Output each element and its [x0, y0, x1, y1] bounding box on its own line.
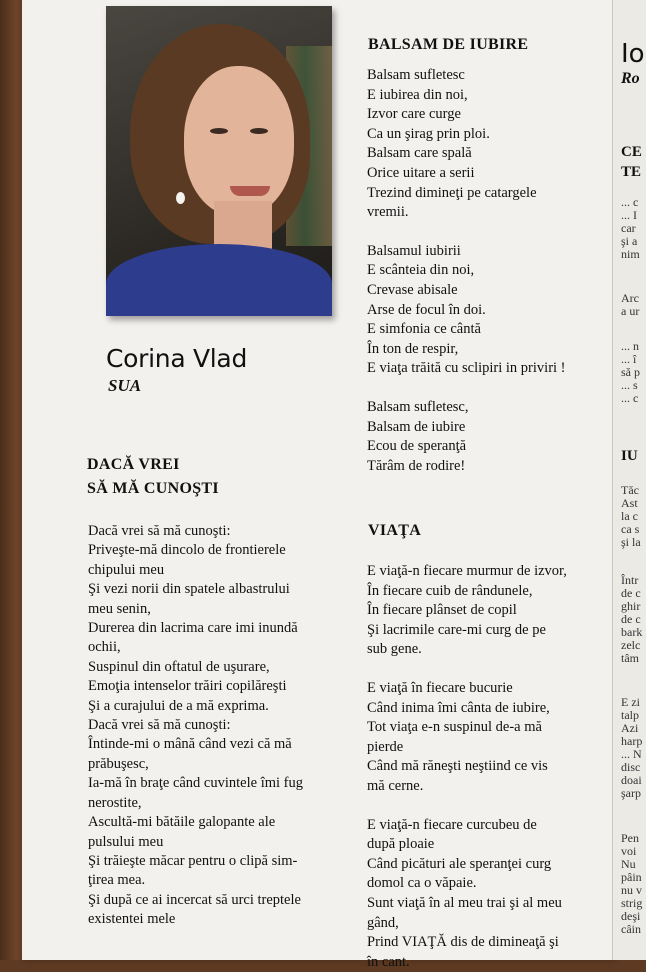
poem-line: În fiecare plânset de copil: [367, 602, 517, 619]
next-page-text-line: Pen: [621, 831, 639, 845]
next-page-text-line: să p: [621, 365, 640, 379]
next-page-text-line: talp: [621, 708, 639, 722]
next-page-edge: [612, 0, 646, 960]
poem-line: Şi lacrimile care-mi curg de pe: [367, 621, 546, 638]
next-page-section2-title: IU: [621, 448, 638, 464]
next-page-text-line: deşi: [621, 909, 641, 923]
poem-line: Balsam sufletesc,: [367, 398, 469, 415]
poem-line: după ploaie: [367, 836, 435, 853]
next-page-text-line: Azi: [621, 721, 639, 735]
poem-line: Balsam care spală: [367, 145, 472, 162]
next-page-text-line: ghir: [621, 599, 641, 613]
author-name: Corina Vlad: [106, 344, 248, 373]
poem-line: domol ca o văpaie.: [367, 875, 477, 892]
next-page-subheader: Ro: [621, 70, 640, 87]
poem-line: Şi după ce ai incercat să urci treptele: [88, 891, 301, 908]
next-page-text-line: Tăc: [621, 483, 639, 497]
author-country: SUA: [108, 376, 142, 395]
next-page-text-line: ... I: [621, 208, 637, 222]
poem-line: Suspinul din oftatul de uşurare,: [88, 658, 270, 675]
poem-line: Durerea din lacrima care imi inundă: [88, 620, 298, 637]
poem-title-daca-line1: DACĂ VREI: [87, 456, 180, 473]
next-page-text-line: nu v: [621, 883, 642, 897]
stanza-break: [367, 660, 567, 679]
poem-line: Când picături ale speranţei curg: [367, 855, 552, 872]
poem-line: chipului meu: [88, 561, 165, 578]
next-page-text-line: ... î: [621, 352, 637, 366]
poem-line: Întinde-mi o mână când vezi că mă: [88, 736, 292, 753]
stanza-break: [367, 379, 566, 398]
poem-line: Balsamul iubirii: [367, 242, 461, 259]
poem-line: Sunt viaţă în al meu trai şi al meu: [367, 894, 562, 911]
next-page-text-line: E zi: [621, 695, 640, 709]
poem-line: Şi vezi norii din spatele albastrului: [88, 581, 290, 598]
next-page-text-line: doai: [621, 773, 642, 787]
poem-line: E viaţa trăită cu sclipiri in priviri !: [367, 360, 566, 377]
poem-line: E viaţă-n fiecare curcubeu de: [367, 816, 537, 833]
poem-line: Tot viaţa e-n suspinul de-a mă: [367, 719, 542, 736]
next-page-text-line: car: [621, 221, 636, 235]
next-page-text-line: şarp: [621, 786, 641, 800]
next-page-fragment-4: [621, 484, 641, 549]
poem-line: Izvor care curge: [367, 106, 461, 123]
author-photo: [106, 6, 332, 316]
next-page-text-line: câin: [621, 922, 641, 936]
poem-line: E viaţă în fiecare bucurie: [367, 679, 513, 696]
poem-line: în cant.: [367, 953, 410, 970]
poem-line: ochii,: [88, 639, 121, 656]
next-page-fragment-6: [621, 696, 642, 800]
next-page-text-line: ... s: [621, 378, 638, 392]
poem-line: vremii.: [367, 204, 409, 221]
poem-line: Balsam de iubire: [367, 418, 466, 435]
next-page-text-line: pâin: [621, 870, 642, 884]
next-page-text-line: tâm: [621, 651, 639, 665]
poem-line: Crevase abisale: [367, 281, 458, 298]
poem-line: E iubirea din noi,: [367, 86, 468, 103]
poem-line: Şi a curajului de a mă exprima.: [88, 697, 269, 714]
next-page-text-line: CE: [621, 144, 642, 160]
next-page-text-line: ... n: [621, 339, 639, 353]
next-page-header: Io: [621, 39, 645, 69]
next-page-text-line: voi: [621, 844, 637, 858]
poem-line: Trezind dimineţi pe catargele: [367, 184, 537, 201]
poem-title-viata: VIAŢA: [368, 522, 422, 539]
next-page-text-line: TE: [621, 164, 642, 180]
poem-line: Arse de focul în doi.: [367, 301, 486, 318]
next-page-text-line: disc: [621, 760, 641, 774]
poem-line: meu senin,: [88, 600, 151, 617]
poem-line: E viaţă-n fiecare murmur de izvor,: [367, 563, 567, 579]
next-page-section1-title: [621, 142, 642, 182]
next-page-text-line: ... N: [621, 747, 642, 761]
poem-line: Dacă vrei să mă cunoşti:: [88, 523, 231, 539]
poem-line: Orice uitare a serii: [367, 164, 475, 181]
poem-line: Ascultă-mi bătăile galopante ale: [88, 814, 276, 831]
photo-mouth: [230, 186, 270, 196]
poem-line: Când mă răneşti neştiind ce vis: [367, 758, 548, 775]
next-page-fragment-3: [621, 340, 640, 405]
poem-line: prăbuşesc,: [88, 755, 149, 772]
photo-blue-shirt: [106, 244, 332, 316]
next-page-text-line: harp: [621, 734, 643, 748]
poem-line: ţirea mea.: [88, 872, 146, 889]
next-page-text-line: ... c: [621, 195, 639, 209]
stanza-break: [367, 797, 567, 816]
next-page-fragment-2: [621, 292, 639, 318]
poem-daca-body: [88, 522, 303, 930]
poem-line: Emoţia intenselor trăiri copilăreşti: [88, 678, 287, 695]
next-page-text-line: Nu: [621, 857, 636, 871]
poem-line: E scânteia din noi,: [367, 262, 475, 279]
poem-line: În fiecare cuib de rândunele,: [367, 582, 533, 599]
next-page-text-line: de c: [621, 612, 641, 626]
poem-balsam-body: [367, 66, 566, 476]
next-page-text-line: strig: [621, 896, 643, 910]
poem-line: Ca un şirag prin ploi.: [367, 125, 490, 142]
next-page-text-line: zelc: [621, 638, 641, 652]
poem-line: E simfonia ce cântă: [367, 321, 481, 338]
poem-line: Tărâm de rodire!: [367, 457, 466, 474]
poem-line: Ecou de speranţă: [367, 438, 467, 455]
poem-line: Balsam sufletesc: [367, 67, 465, 83]
next-page-text-line: Într: [621, 573, 639, 587]
poem-line: Priveşte-mă dincolo de frontierele: [88, 542, 286, 559]
poem-line: pierde: [367, 738, 404, 755]
poem-line: nerostite,: [88, 794, 142, 811]
poem-line: Ia-mă în braţe când cuvintele îmi fug: [88, 775, 303, 792]
next-page-text-line: de c: [621, 586, 641, 600]
next-page-fragment-1: [621, 196, 640, 261]
next-page-text-line: ... c: [621, 391, 639, 405]
poem-viata-body: [367, 562, 567, 972]
poem-line: gând,: [367, 914, 399, 931]
book-page: [22, 0, 614, 970]
stanza-break: [367, 223, 566, 242]
next-page-text-line: Arc: [621, 291, 639, 305]
next-page-text-line: bark: [621, 625, 643, 639]
poem-line: existentei mele: [88, 911, 176, 928]
poem-line: sub gene.: [367, 641, 422, 658]
poem-line: Când inima îmi cânta de iubire,: [367, 699, 550, 716]
photo-earring: [176, 192, 185, 204]
poem-line: mă cerne.: [367, 777, 424, 794]
poem-line: În ton de respir,: [367, 340, 459, 357]
photo-left-eye: [210, 128, 228, 134]
poem-line: Şi trăieşte măcar pentru o clipă sim-: [88, 852, 298, 869]
next-page-fragment-7: [621, 832, 642, 936]
next-page-fragment-5: [621, 574, 642, 665]
poem-line: Prind VIAŢĂ dis de dimineaţă şi: [367, 934, 559, 951]
poem-title-daca-line2: SĂ MĂ CUNOŞTI: [87, 480, 219, 497]
next-page-text-line: nim: [621, 247, 640, 261]
next-page-text-line: a ur: [621, 304, 640, 318]
next-page-text-line: ca s: [621, 522, 640, 536]
poem-title-balsam: BALSAM DE IUBIRE: [368, 36, 529, 53]
next-page-text-line: Ast: [621, 496, 638, 510]
next-page-text-line: şi a: [621, 234, 638, 248]
next-page-text-line: la c: [621, 509, 638, 523]
next-page-text-line: şi la: [621, 535, 641, 549]
photo-right-eye: [250, 128, 268, 134]
poem-line: Dacă vrei să mă cunoşti:: [88, 717, 231, 734]
poem-line: pulsului meu: [88, 833, 164, 850]
